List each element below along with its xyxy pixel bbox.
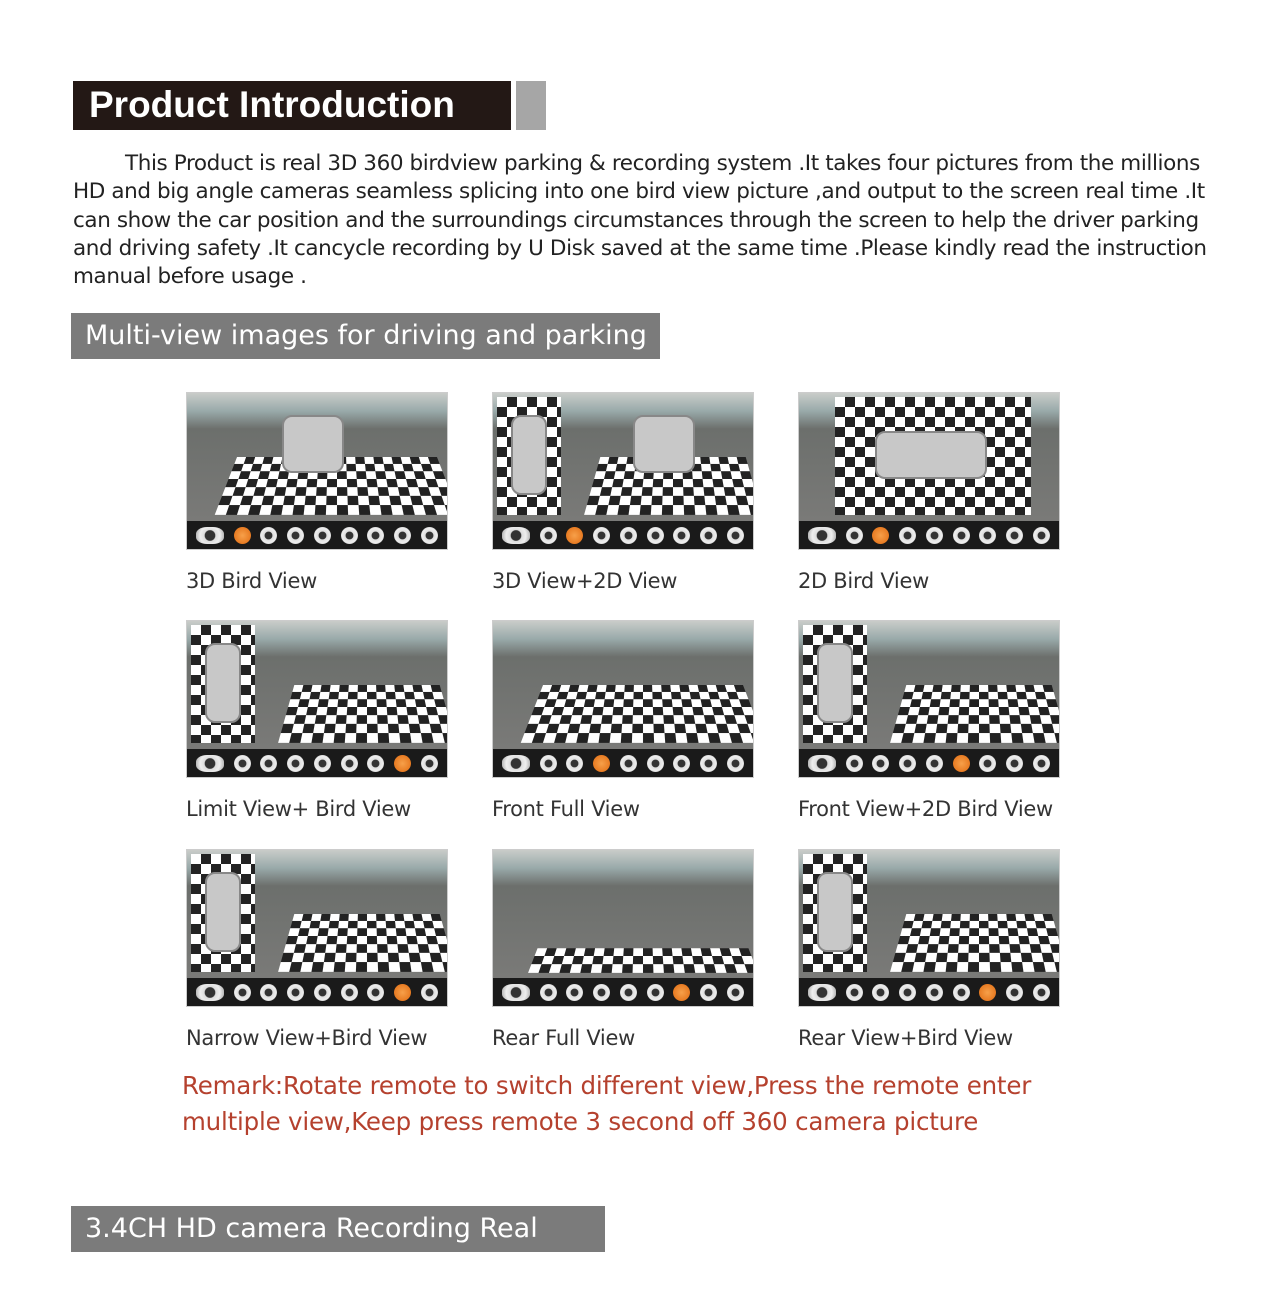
view-mode-icon[interactable]	[1033, 984, 1050, 1001]
view-mode-icon[interactable]	[234, 755, 251, 772]
view-caption: Limit View+ Bird View	[186, 797, 411, 821]
view-mode-icon[interactable]	[846, 984, 863, 1001]
view-mode-icon[interactable]	[421, 755, 438, 772]
view-mode-icon[interactable]	[1006, 527, 1023, 544]
view-toolbar	[493, 978, 753, 1006]
view-mode-icon[interactable]	[341, 527, 358, 544]
view-mode-icon[interactable]	[593, 755, 610, 772]
view-mode-icon[interactable]	[502, 984, 530, 1001]
view-thumbnail	[798, 849, 1060, 1007]
view-mode-icon[interactable]	[727, 984, 744, 1001]
view-toolbar	[187, 521, 447, 549]
camera-scene	[493, 393, 753, 521]
view-mode-icon[interactable]	[196, 527, 224, 544]
view-mode-icon[interactable]	[647, 527, 664, 544]
view-mode-icon[interactable]	[421, 527, 438, 544]
view-mode-icon[interactable]	[673, 755, 690, 772]
car-icon	[817, 872, 853, 952]
view-mode-icon[interactable]	[926, 755, 943, 772]
calibration-pattern	[521, 685, 754, 743]
view-thumbnail	[186, 620, 448, 778]
view-mode-icon[interactable]	[502, 527, 530, 544]
view-mode-icon[interactable]	[620, 984, 637, 1001]
view-caption: Front Full View	[492, 797, 640, 821]
view-toolbar	[799, 978, 1059, 1006]
camera-scene	[799, 393, 1059, 521]
view-mode-icon[interactable]	[394, 984, 411, 1001]
view-mode-icon[interactable]	[593, 527, 610, 544]
camera-scene	[799, 621, 1059, 749]
view-mode-icon[interactable]	[1033, 755, 1050, 772]
view-toolbar	[187, 978, 447, 1006]
view-toolbar	[493, 521, 753, 549]
view-mode-icon[interactable]	[196, 755, 224, 772]
camera-scene	[493, 621, 753, 749]
view-mode-icon[interactable]	[1033, 527, 1050, 544]
car-icon	[511, 415, 547, 495]
remark-line-2: multiple view,Keep press remote 3 second off 360 camera picture	[182, 1107, 979, 1136]
view-mode-icon[interactable]	[872, 984, 889, 1001]
view-mode-icon[interactable]	[899, 755, 916, 772]
view-mode-icon[interactable]	[872, 527, 889, 544]
view-toolbar	[493, 749, 753, 777]
remark-line-1: Remark:Rotate remote to switch different view,Press the remote enter	[182, 1071, 1032, 1100]
intro-paragraph	[73, 150, 1223, 291]
view-mode-icon[interactable]	[566, 984, 583, 1001]
view-thumbnail	[186, 392, 448, 550]
view-mode-icon[interactable]	[260, 755, 277, 772]
section-heading-recording: 3.4CH HD camera Recording Real time	[71, 1206, 605, 1252]
view-mode-icon[interactable]	[287, 755, 304, 772]
view-mode-icon[interactable]	[926, 984, 943, 1001]
view-mode-icon[interactable]	[196, 984, 224, 1001]
view-caption: 3D View+2D View	[492, 569, 678, 593]
car-icon	[875, 431, 987, 479]
view-thumbnail	[186, 849, 448, 1007]
view-mode-icon[interactable]	[979, 984, 996, 1001]
calibration-pattern	[278, 914, 448, 972]
view-thumbnail	[798, 392, 1060, 550]
camera-scene	[493, 850, 753, 978]
view-mode-icon[interactable]	[979, 755, 996, 772]
view-caption: Front View+2D Bird View	[798, 797, 1053, 821]
view-mode-icon[interactable]	[260, 527, 277, 544]
view-mode-icon[interactable]	[727, 755, 744, 772]
car-icon	[817, 643, 853, 723]
view-mode-icon[interactable]	[846, 755, 863, 772]
view-mode-icon[interactable]	[953, 984, 970, 1001]
view-mode-icon[interactable]	[421, 984, 438, 1001]
view-mode-icon[interactable]	[234, 527, 251, 544]
view-mode-icon[interactable]	[926, 527, 943, 544]
view-mode-icon[interactable]	[673, 984, 690, 1001]
view-mode-icon[interactable]	[260, 984, 277, 1001]
view-thumbnail	[798, 620, 1060, 778]
view-mode-icon[interactable]	[314, 527, 331, 544]
view-toolbar	[799, 521, 1059, 549]
view-mode-icon[interactable]	[899, 527, 916, 544]
view-thumbnail	[492, 392, 754, 550]
view-mode-icon[interactable]	[314, 755, 331, 772]
view-mode-icon[interactable]	[234, 984, 251, 1001]
view-caption: Narrow View+Bird View	[186, 1026, 428, 1050]
view-mode-icon[interactable]	[620, 527, 637, 544]
view-mode-icon[interactable]	[620, 755, 637, 772]
view-mode-icon[interactable]	[1006, 755, 1023, 772]
view-mode-icon[interactable]	[593, 984, 610, 1001]
camera-scene	[187, 621, 447, 749]
car-icon	[633, 415, 695, 473]
view-thumbnail	[492, 620, 754, 778]
view-mode-icon[interactable]	[502, 755, 530, 772]
view-mode-icon[interactable]	[394, 527, 411, 544]
view-mode-icon[interactable]	[394, 755, 411, 772]
view-mode-icon[interactable]	[700, 527, 717, 544]
view-caption: Rear View+Bird View	[798, 1026, 1013, 1050]
view-mode-icon[interactable]	[673, 527, 690, 544]
calibration-pattern	[278, 685, 448, 743]
view-mode-icon[interactable]	[808, 527, 836, 544]
view-mode-icon[interactable]	[647, 755, 664, 772]
view-mode-icon[interactable]	[899, 984, 916, 1001]
view-mode-icon[interactable]	[367, 755, 384, 772]
view-mode-icon[interactable]	[953, 755, 970, 772]
view-mode-icon[interactable]	[287, 984, 304, 1001]
view-mode-icon[interactable]	[953, 527, 970, 544]
calibration-pattern	[890, 914, 1060, 972]
page-title: Product Introduction	[73, 81, 511, 130]
view-mode-icon[interactable]	[287, 527, 304, 544]
view-mode-icon[interactable]	[872, 755, 889, 772]
view-mode-icon[interactable]	[314, 984, 331, 1001]
view-mode-icon[interactable]	[540, 984, 557, 1001]
view-toolbar	[187, 749, 447, 777]
view-mode-icon[interactable]	[700, 984, 717, 1001]
camera-scene	[799, 850, 1059, 978]
view-caption: Rear Full View	[492, 1026, 635, 1050]
car-icon	[205, 872, 241, 952]
view-thumbnail	[492, 849, 754, 1007]
calibration-pattern	[890, 685, 1060, 743]
car-icon	[282, 415, 344, 473]
view-mode-icon[interactable]	[846, 527, 863, 544]
view-mode-icon[interactable]	[341, 984, 358, 1001]
camera-scene	[187, 850, 447, 978]
view-toolbar	[799, 749, 1059, 777]
car-icon	[205, 643, 241, 723]
view-mode-icon[interactable]	[367, 527, 384, 544]
view-mode-icon[interactable]	[566, 527, 583, 544]
intro-text: This Product is real 3D 360 birdview parking & recording system .It takes four pictures from the millions HD and big angle cameras seamless splicing into one bird view picture ,and output to the screen real time .It can show the car position and the surroundings circumstances through the screen to help the driver parking and driving safety .It cancycle recording by U Disk saved at the same time .Please kindly read the instruction manual before usage .	[73, 151, 1207, 290]
view-mode-icon[interactable]	[1006, 984, 1023, 1001]
view-caption: 2D Bird View	[798, 569, 929, 593]
view-mode-icon[interactable]	[540, 527, 557, 544]
section-heading-multiview: Multi-view images for driving and parking	[71, 313, 660, 359]
view-mode-icon[interactable]	[808, 984, 836, 1001]
remark-text	[182, 1068, 1031, 1140]
view-mode-icon[interactable]	[979, 527, 996, 544]
view-mode-icon[interactable]	[341, 755, 358, 772]
view-mode-icon[interactable]	[700, 755, 717, 772]
title-accent-block	[516, 81, 546, 130]
view-mode-icon[interactable]	[367, 984, 384, 1001]
view-mode-icon[interactable]	[647, 984, 664, 1001]
view-mode-icon[interactable]	[808, 755, 836, 772]
view-mode-icon[interactable]	[566, 755, 583, 772]
view-caption: 3D Bird View	[186, 569, 317, 593]
calibration-pattern	[528, 948, 754, 973]
camera-scene	[187, 393, 447, 521]
view-mode-icon[interactable]	[540, 755, 557, 772]
view-mode-icon[interactable]	[727, 527, 744, 544]
